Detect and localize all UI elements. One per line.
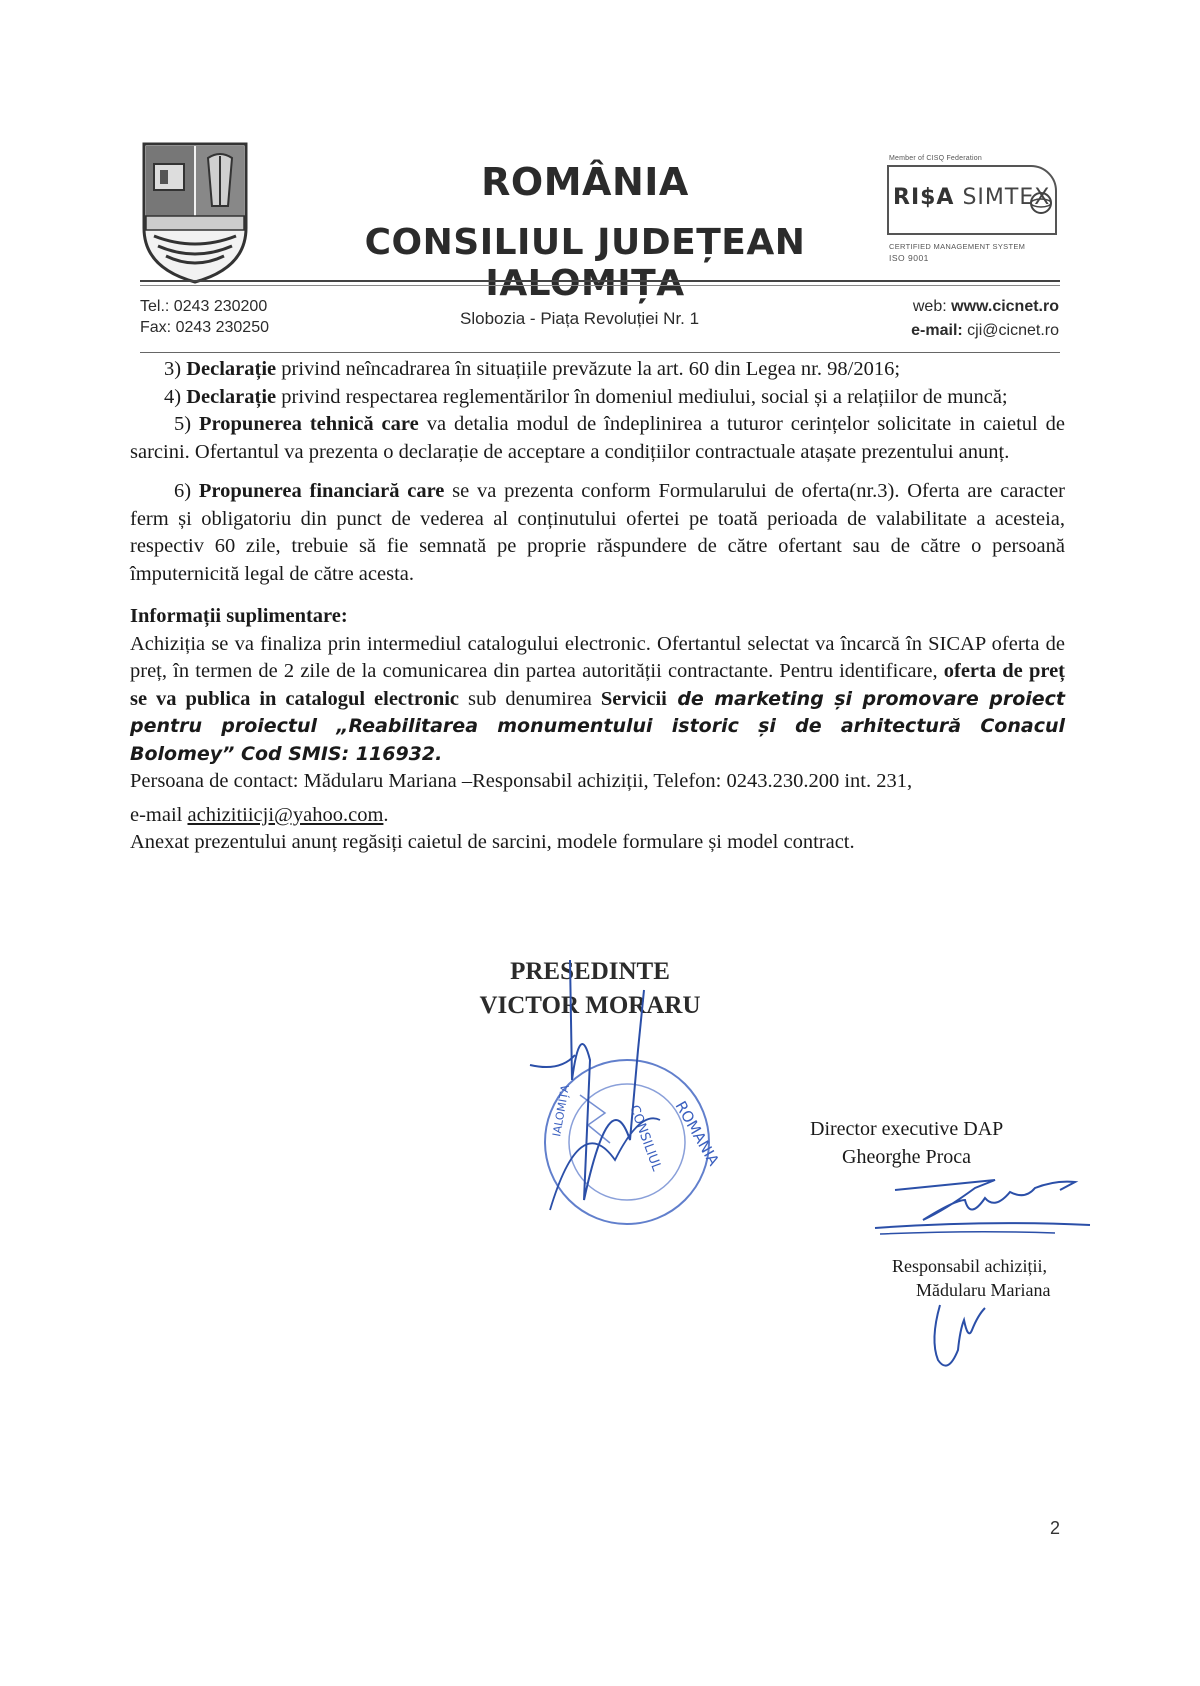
item-bold: Declarație — [186, 385, 277, 408]
item-number: 4) — [164, 385, 182, 408]
email-link[interactable]: cji@cicnet.ro — [967, 322, 1059, 339]
info-bold: oferta de preț se va publica in catalogul electronic — [130, 660, 1066, 710]
resp-title: Responsabil achiziții, — [892, 1256, 1047, 1276]
item-text: privind neîncadrarea în situațiile prevăzute la art. 60 din Legea nr. 98/2016; — [276, 358, 901, 380]
header-divider — [140, 280, 1060, 282]
item-bold: Declarație — [186, 358, 277, 380]
header-divider-thin — [140, 285, 1060, 286]
resp-name: Mădularu Mariana — [916, 1280, 1051, 1300]
stamp-inner-text: CONSILIUL — [626, 1103, 664, 1174]
item-bold: Propunerea tehnică care — [199, 413, 419, 435]
item-text: se va prezenta conform Formularului de oferta(nr.3). Oferta are caracter ferm și obligatoriu din punct de vederea al conținutului ofertei pe toată perioada de valabilitate a acesteia, respectiv 60 zile, trebuie să fie semnată pe proprie răspundere de către ofertant sau de către o persoană împuternicită legal de către acesta. — [130, 480, 1065, 585]
info-heading-text: Informații suplimentare: — [130, 605, 348, 627]
dap-name: Gheorghe Proca — [842, 1146, 972, 1168]
info-text-a: Achiziția se va finaliza prin intermediul catalogului electronic. Ofertantul selectat va încarcă în SICAP oferta de preț, în termen de 2 zile de la comunicarea din partea autorității contractante. Pentru identificare, — [130, 632, 1065, 682]
document-body — [130, 356, 1065, 857]
president-name: VICTOR MORARU — [479, 992, 701, 1019]
info-bold2: Servicii — [600, 687, 667, 710]
web-label: web: — [912, 298, 947, 315]
cert-logo-text — [893, 185, 1050, 210]
item-number: 3) — [164, 358, 182, 380]
item-text: va detalia modul de îndeplinirea a tuturor cerințelor solicitate in caietul de sarcini. Ofertantul va prezenta o declarație de acceptare a condițiilor contractuale atașate prezentului anunț. — [130, 413, 1066, 463]
header-country: ROMÂNIA — [481, 160, 689, 204]
info-paragraph — [130, 631, 1065, 769]
dap-signature-icon — [875, 1170, 1095, 1245]
web-link[interactable]: www.cicnet.ro — [951, 298, 1059, 315]
county-coat-of-arms-icon — [140, 140, 250, 285]
header-web — [913, 298, 1059, 316]
email-label: e-mail: — [911, 322, 963, 339]
list-item — [130, 411, 1065, 466]
cert-system: CERTIFIED MANAGEMENT SYSTEM — [889, 242, 1026, 251]
info-heading — [130, 603, 1065, 631]
info-contact: Persoana de contact: Mădularu Mariana –Responsabil achiziții, Telefon: 0243.230.200 int. 231, — [130, 770, 913, 792]
info-email-line — [130, 802, 1065, 830]
stamp-outer-text: ROMANIA — [671, 1098, 723, 1169]
cert-logo-simtex: SIMTEX — [962, 185, 1051, 210]
president-title: PRESEDINTE — [510, 958, 670, 985]
item-number: 5) — [174, 413, 192, 435]
header-tel: Tel.: 0243 230200 — [140, 298, 268, 315]
resp-signature-icon — [930, 1300, 990, 1375]
cert-iso: ISO 9001 — [889, 253, 929, 263]
info-email-suffix: . — [383, 803, 389, 826]
header-fax: Fax: 0243 230250 — [140, 319, 269, 336]
contact-divider — [140, 352, 1060, 353]
cert-logo-rima: RI$A — [893, 185, 955, 210]
stamp-bottom-text: IALOMIȚA — [550, 1083, 573, 1138]
item-text: privind respectarea reglementărilor în domeniul mediului, social și a relațiilor de muncă; — [276, 385, 1008, 408]
header-institution: CONSILIUL JUDEȚEAN IALOMIȚA — [364, 222, 806, 304]
info-email-prefix: e-mail — [130, 803, 188, 826]
cert-member: Member of CISQ Federation — [889, 155, 982, 162]
item-number: 6) — [174, 480, 192, 502]
item-bold: Propunerea financiară care — [198, 480, 445, 502]
info-project-name: de marketing și promovare proiect pentru proiectul „Reabilitarea monumentului istoric și de arhitectură Conacul Bolomey” Cod SMIS: 116932. — [130, 687, 1066, 765]
president-signature-icon — [520, 960, 680, 1230]
dap-title: Director executive DAP — [810, 1118, 1004, 1140]
page-number: 2 — [1050, 1518, 1061, 1538]
info-text-b: sub denumirea — [459, 687, 601, 710]
header-email — [911, 322, 1059, 340]
list-item — [130, 356, 1065, 384]
list-item — [130, 384, 1065, 412]
info-email-link[interactable]: achizitiicji@yahoo.com — [187, 803, 384, 826]
globe-icon — [1029, 191, 1053, 215]
certification-logo — [887, 155, 1062, 275]
list-item — [130, 478, 1065, 588]
info-annex: Anexat prezentului anunț regăsiți caietul de sarcini, modele formulare și model contract. — [130, 831, 855, 853]
header-address: Slobozia - Piața Revoluției Nr. 1 — [460, 309, 700, 328]
